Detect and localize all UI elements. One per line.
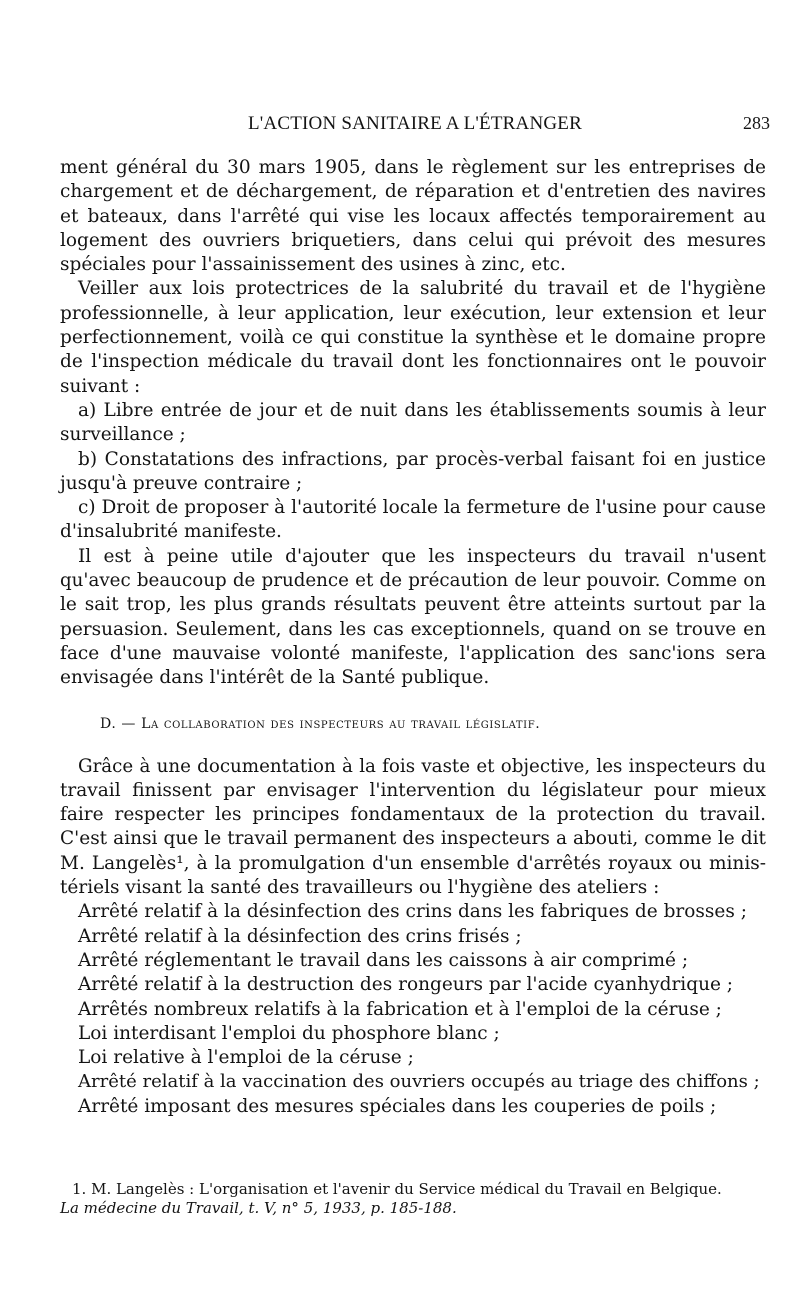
- text-line: de l'inspection médicale du travail dont les fonctionnaires ont le pouvoir: [60, 351, 766, 373]
- text-line: jusqu'à preuve contraire ;: [60, 472, 303, 494]
- text-line: Veiller aux lois protectrices de la salubrité du travail et de l'hygiène: [78, 278, 766, 300]
- text-line: travail finissent par envisager l'intervention du législateur pour mieux: [60, 779, 766, 801]
- text-line: Grâce à une documentation à la fois vaste et objective, les inspecteurs du: [78, 755, 766, 777]
- running-head: [60, 113, 770, 137]
- text-line: envisagée dans l'intérêt de la Santé publique.: [60, 667, 490, 689]
- text-line: faire respecter les principes fondamentaux de la protection du travail.: [60, 804, 766, 826]
- decree-item: Arrêté imposant des mesures spéciales dans les couperies de poils ;: [78, 1095, 717, 1117]
- text-line: perfectionnement, voilà ce qui constitue la synthèse et le domaine propre: [60, 327, 766, 349]
- text-line: M. Langelès¹, à la promulgation d'un ensemble d'arrêtés royaux ou minis-: [60, 852, 766, 874]
- text-line: face d'une mauvaise volonté manifeste, l'application des sanc'ions sera: [60, 642, 766, 664]
- list-item-b: b) Constatations des infractions, par procès-verbal faisant foi en justice: [78, 448, 766, 470]
- section-heading: D. — La collaboration des inspecteurs au travail législatif.: [100, 715, 541, 732]
- text-line: tériels visant la santé des travailleurs ou l'hygiène des ateliers :: [60, 877, 660, 899]
- text-line: professionnelle, à leur application, leur exécution, leur extension et leur: [60, 302, 766, 324]
- footnotes: [60, 1180, 766, 1218]
- text-line: surveillance ;: [60, 424, 186, 446]
- decree-item: Loi relative à l'emploi de la céruse ;: [78, 1047, 414, 1069]
- footnote-line: 1. M. Langelès : L'organisation et l'avenir du Service médical du Travail en Belgique.: [72, 1180, 722, 1198]
- decree-item: Arrêté relatif à la désinfection des crins frisés ;: [78, 925, 522, 947]
- text-line: et bateaux, dans l'arrêté qui vise les locaux affectés temporairement au: [60, 205, 766, 227]
- running-title: L'ACTION SANITAIRE A L'ÉTRANGER: [248, 113, 582, 134]
- text-line: ment général du 30 mars 1905, dans le règlement sur les entreprises de: [60, 157, 766, 178]
- list-item-c: c) Droit de proposer à l'autorité locale la fermeture de l'usine pour cause: [78, 497, 766, 519]
- text-line: Il est à peine utile d'ajouter que les inspecteurs du travail n'usent: [78, 545, 766, 567]
- text-line: d'insalubrité manifeste.: [60, 521, 282, 543]
- decree-item: Arrêté relatif à la destruction des rongeurs par l'acide cyanhydrique ;: [78, 974, 734, 996]
- text-line: qu'avec beaucoup de prudence et de précaution de leur pouvoir. Comme on: [60, 570, 766, 592]
- decree-item: Arrêtés nombreux relatifs à la fabrication et à l'emploi de la céruse ;: [78, 998, 722, 1020]
- decree-item: Arrêté relatif à la désinfection des crins dans les fabriques de brosses ;: [78, 901, 747, 923]
- body-text: [60, 156, 766, 1119]
- decree-item: Arrêté relatif à la vaccination des ouvriers occupés au triage des chiffons ;: [78, 1071, 760, 1093]
- footnote-line: La médecine du Travail, t. V, n° 5, 1933, p. 185-188.: [60, 1199, 457, 1217]
- list-item-a: a) Libre entrée de jour et de nuit dans les établissements soumis à leur: [78, 399, 766, 421]
- text-line: persuasion. Seulement, dans les cas exceptionnels, quand on se trouve en: [60, 618, 766, 640]
- page-number: 283: [743, 113, 770, 133]
- text-line: le sait trop, les plus grands résultats peuvent être atteints surtout par la: [60, 594, 766, 616]
- text-line: C'est ainsi que le travail permanent des inspecteurs a abouti, comme le dit: [60, 828, 766, 850]
- text-line: chargement et de déchargement, de réparation et d'entretien des navires: [60, 181, 766, 203]
- decree-item: Loi interdisant l'emploi du phosphore blanc ;: [78, 1022, 500, 1044]
- text-line: logement des ouvriers briquetiers, dans celui qui prévoit des mesures: [60, 229, 766, 251]
- text-line: spéciales pour l'assainissement des usines à zinc, etc.: [60, 254, 566, 276]
- decree-item: Arrêté réglementant le travail dans les caissons à air comprimé ;: [78, 949, 689, 971]
- text-line: suivant :: [60, 375, 141, 397]
